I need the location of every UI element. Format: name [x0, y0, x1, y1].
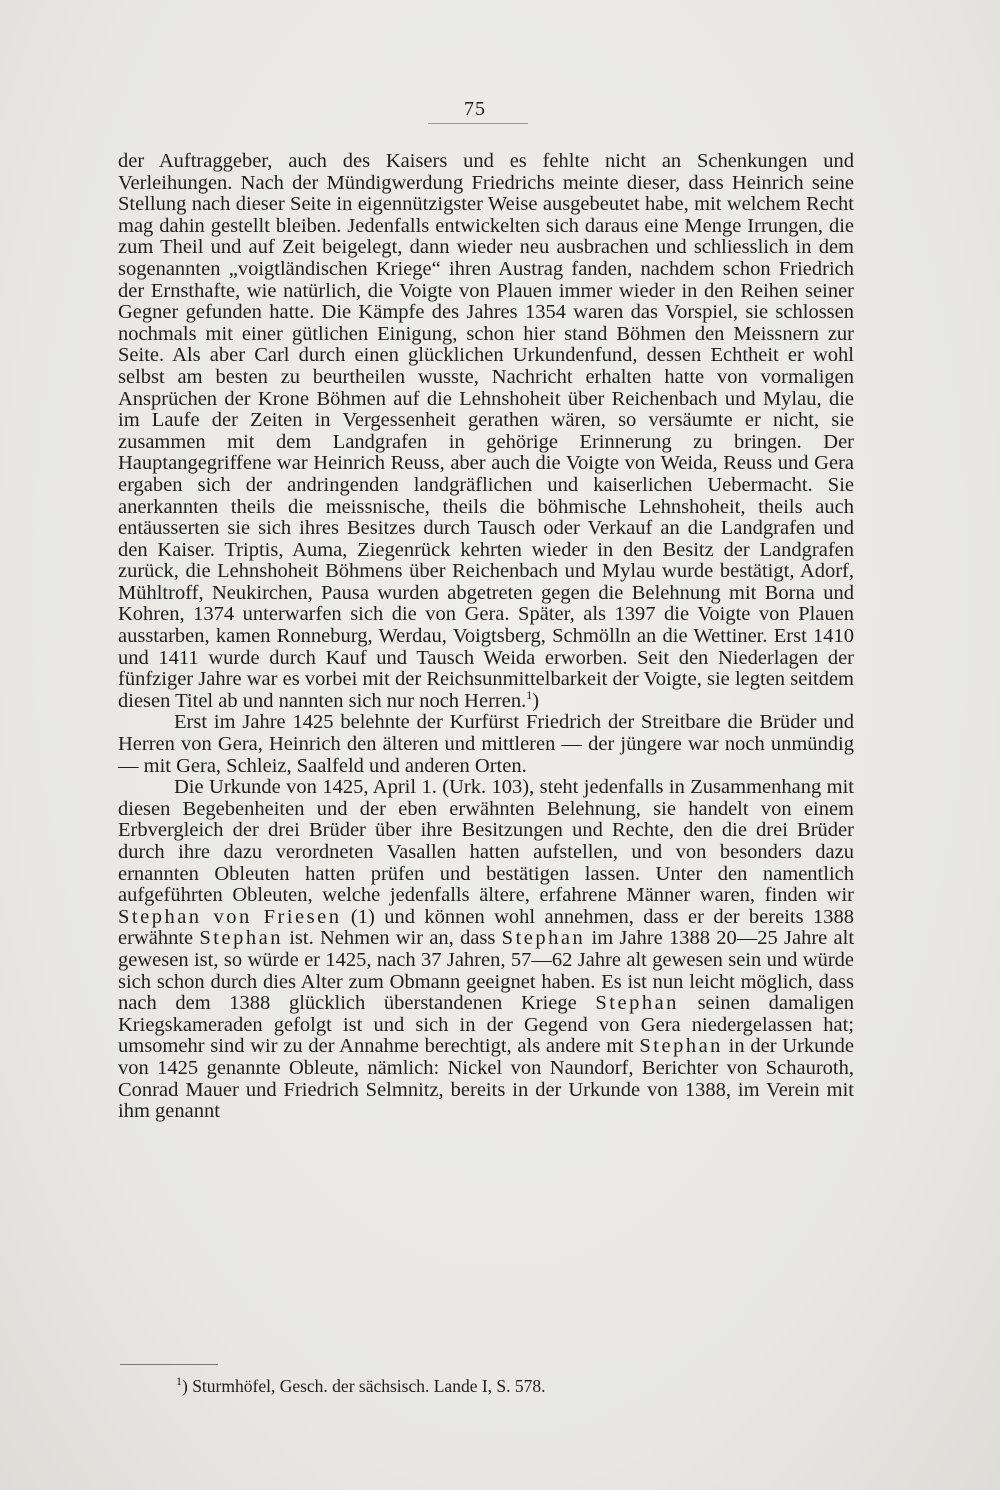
paragraph-text: Erst im Jahre 1425 belehnte der Kurfürst Friedrich der Streitbare die Brüder und Herren von Gera, Heinrich den älteren und mittleren — der jüngere war noch unmündig — mit Gera, Schleiz, Saalfeld und anderen Orten.: [118, 711, 854, 777]
spaced-name: Stephan: [199, 927, 283, 950]
spaced-name: Stephan: [639, 1035, 723, 1058]
header-rule: [428, 123, 528, 124]
spaced-name: Stephan: [501, 927, 586, 950]
footnote-reference: 1: [526, 688, 533, 703]
footnote: [176, 1375, 816, 1397]
paragraph-text: Die Urkunde von 1425, April 1. (Urk. 103), steht jedenfalls in Zusammenhang mit diesen Begebenheiten und der eben erwähnten Belehnung, sie handelt von einem Erbvergleich der drei Brüder über ihre Besitzungen und Rechte, den die drei Brüder durch ihre dazu verordneten Vasallen hatten aufstellen, und von besonders dazu ernannten Obleuten hatten prüfen und bestätigen lassen. Unter den namentlich aufgeführten Obleuten, welche jedenfalls ältere, erfahrene Männer waren, finden wir: [118, 776, 854, 907]
body-text: [118, 151, 854, 1123]
footnote-rule: [120, 1364, 218, 1365]
paragraph-text: seinen damaligen Kriegskameraden gefolgt ist und sich in der Gegend von Gera niedergelassen hat; umsomehr sind wir zu der Annahme berechtigt, als andere mit: [118, 992, 854, 1058]
footnote-text: ) Sturmhöfel, Gesch. der sächsisch. Lande I, S. 578.: [182, 1376, 546, 1396]
page-number: 75: [464, 98, 486, 120]
paragraph-text: im Jahre 1388 20—25 Jahre alt gewesen ist, so würde er 1425, nach 37 Jahren, 57—62 Jahre alt gewesen sein und würde sich schon durch dies Alter zum Obmann geeignet haben. Es ist nun leicht möglich, dass nach dem 1388 glücklich überstandenen Kriege: [118, 927, 855, 1015]
spaced-name: Stephan: [595, 992, 679, 1015]
paragraph: [118, 712, 854, 777]
paragraph: der Auftraggeber, auch des Kaisers und es fehlte nicht an Schenkungen und Verleihungen. Nach der Mündigwerdung Friedrichs meinte dieser, dass Heinrich seine Stellung nach dieser Seite in eigennützigster Weise ausgebeutet habe, mit welchem Recht mag dahin gestellt bleiben. Jedenfalls entwickelten sich daraus eine Menge Irrungen, die zum Theil und auf Zeit beigelegt, dann wieder neu ausbrachen und schliesslich in dem sogenannten „voigtländischen Kriege“ ihren Austrag fanden, nachdem schon Friedrich der Ernsthafte, wie natürlich, die Voigte von Plauen immer wieder in den Reihen seiner Gegner gefunden hatte. Die Kämpfe des Jahres 1354 waren das Vorspiel, sie schlossen nochmals mit einer gütlichen Einigung, schon hier stand Böhmen den Meissnern zur Seite. Als aber Carl durch einen glücklichen Urkundenfund, dessen Echtheit er wohl selbst am besten zu beurtheilen wusste, Nachricht erhalten hatte von vormaligen Ansprüchen der Krone Böhmen auf die Lehnshoheit über Reichenbach und Mylau, die im Laufe der Zeiten in Vergessenheit gerathen wären, so versäumte er nicht, sie zusammen mit dem Landgrafen in gehörige Erinnerung zu bringen. Der Hauptangegriffene war Heinrich Reuss, aber auch die Voigte von Weida, Reuss und Gera ergaben sich der andringenden landgräflichen und kaiserlichen Uebermacht. Sie anerkannten theils die meissnische, theils die böhmische Lehnshoheit, theils auch entäusserten sie sich ihres Besitzes durch Tausch oder Verkauf an die Landgrafen und den Kaiser. Triptis, Auma, Ziegenrück kehrten wieder in den Besitz der Landgrafen zurück, die Lehnshoheit Böhmens über Reichenbach und Mylau wurde bestätigt, Adorf, Mühltroff, Neukirchen, Pausa wurden abgetreten gegen die Belehnung mit Borna und Kohren, 1374 unterwarfen sich die von Gera. Später, als 1397 die Voigte von Plauen ausstarben, kamen Ronneburg, Werdau, Voigtsberg, Schmölln an die Wettiner. Erst 1410 und 1411 wurde durch Kauf und Tausch Weida erworben. Seit den Niederlagen der fünfziger Jahre war es vorbei mit der Reichsunmittelbarkeit der Voigte, sie legten seitdem diesen Titel ab und nannten sich nur noch Herren.$^1$): [118, 150, 854, 712]
spaced-name: Stephan von Friesen: [118, 905, 342, 928]
paragraph-text: der Auftraggeber, auch des Kaisers und es fehlte nicht an Schenkungen und Verleihungen. Nach der Mündigwerdung Friedrichs meinte dieser, dass Heinrich seine Stellung nach dieser Seite in eigennützigster Weise ausgebeutet habe, mit welchem Recht mag dahin gestellt bleiben. Jedenfalls entwickelten sich daraus eine Menge Irrungen, die zum Theil und auf Zeit beigelegt, dann wieder neu ausbrachen und schliesslich in dem sogenannten „voigtländischen Kriege“ ihren Austrag fanden, nachdem schon Friedrich der Ernsthafte, wie natürlich, die Voigte von Plauen immer wieder in den Reihen seiner Gegner gefunden hatte. Die Kämpfe des Jahres 1354 waren das Vorspiel, sie schlossen nochmals mit einer gütlichen Einigung, schon hier stand Böhmen den Meissnern zur Seite. Als aber Carl durch einen glücklichen Urkundenfund, dessen Echtheit er wohl selbst am besten zu beurtheilen wusste, Nachricht erhalten hatte von vormaligen Ansprüchen der Krone Böhmen auf die Lehnshoheit über Reichenbach und Mylau, die im Laufe der Zeiten in Vergessenheit gerathen wären, so versäumte er nicht, sie zusammen mit dem Landgrafen in gehörige Erinnerung zu bringen. Der Hauptangegriffene war Heinrich Reuss, aber auch die Voigte von Weida, Reuss und Gera ergaben sich der andringenden landgräflichen und kaiserlichen Uebermacht. Sie anerkannten theils die meissnische, theils die böhmische Lehnshoheit, theils auch entäusserten sie sich ihres Besitzes durch Tausch oder Verkauf an die Landgrafen und den Kaiser. Triptis, Auma, Ziegenrück kehrten wieder in den Besitz der Landgrafen zurück, die Lehnshoheit Böhmens über Reichenbach und Mylau wurde bestätigt, Adorf, Mühltroff, Neukirchen, Pausa wurden abgetreten gegen die Belehnung mit Borna und Kohren, 1374 unterwarfen sich die von Gera. Später, als 1397 die Voigte von Plauen ausstarben, kamen Ronneburg, Werdau, Voigtsberg, Schmölln an die Wettiner. Erst 1410 und 1411 wurde durch Kauf und Tausch Weida erworben. Seit den Niederlagen der fünfziger Jahre war es vorbei mit der Reichsunmittelbarkeit der Voigte, sie legten seitdem diesen Titel ab und nannten sich nur noch Herren.: [118, 150, 854, 712]
paragraph: [118, 777, 854, 1123]
footnote-marker: 1: [176, 1374, 182, 1389]
paragraph-text: in der Urkunde von 1425 genannte Obleute, nämlich: Nickel von Naundorf, Berichter von Schauroth, Conrad Mauer und Friedrich Selmnitz, bereits in der Urkunde von 1388, im Verein mit ihm genannt: [118, 1035, 854, 1123]
paragraph-text: (1) und können wohl annehmen, dass er der bereits 1388 erwähnte: [118, 905, 854, 950]
paragraph-text: ist. Nehmen wir an, dass: [282, 927, 502, 950]
